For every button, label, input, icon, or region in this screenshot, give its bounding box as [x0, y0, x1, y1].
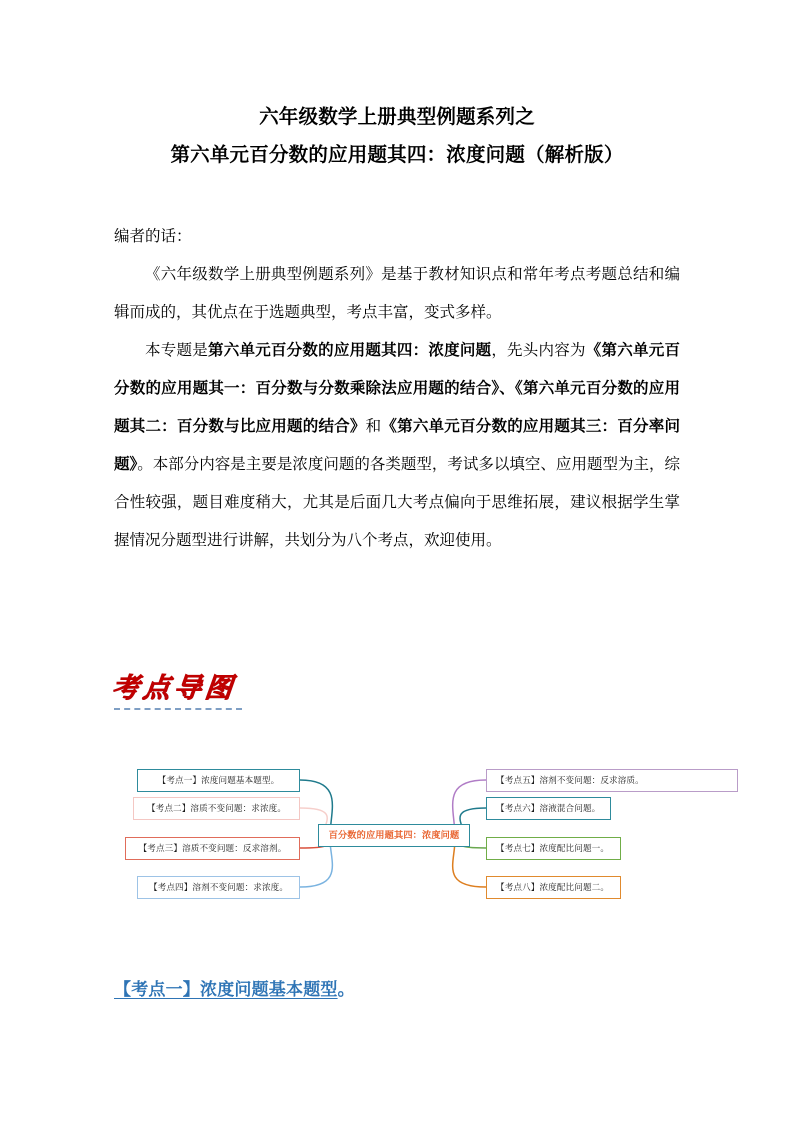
section-heading-bracket: 【考点一】 — [114, 980, 200, 1000]
preface-p2-run-1: 本专题是 — [145, 341, 208, 359]
preface-p2-run-6: 《第六单元百分数的应用题其三：百分率问题》 — [114, 417, 680, 473]
mindmap-node-right-6[interactable] — [486, 797, 611, 820]
preface-p1-text: 《六年级数学上册典型例题系列》是基于教材知识点和常年考点考题总结和编辑而成的，其优点在于选题典型，考点丰富，变式多样。 — [114, 265, 680, 321]
mindmap-node-right-6-label: 【考点六】溶液混合问题。 — [496, 804, 601, 814]
page-title-line-1: 六年级数学上册典型例题系列之 — [259, 105, 535, 128]
mindmap-node-left-3-label: 【考点三】溶质不变问题：反求溶剂。 — [138, 844, 287, 854]
mindmap-node-right-8[interactable] — [486, 876, 621, 899]
mindmap-node-right-7-label: 【考点七】浓度配比问题一。 — [496, 844, 610, 854]
mindmap-node-left-4-label: 【考点四】溶剂不变问题：求浓度。 — [148, 883, 289, 893]
mindmap-node-left-1[interactable] — [137, 769, 300, 792]
preface-label: 编者的话： — [114, 227, 192, 245]
mindmap-node-left-3[interactable] — [125, 837, 300, 860]
mindmap-node-right-5[interactable] — [486, 769, 738, 792]
preface-p2-run-3: ，先头内容为 — [491, 341, 586, 359]
mindmap-diagram — [0, 752, 793, 932]
mindmap-node-left-4[interactable] — [137, 876, 300, 899]
section-heading-kaodian-1 — [114, 975, 355, 1000]
mindmap-node-left-2-label: 【考点二】溶质不变问题：求浓度。 — [146, 804, 287, 814]
preface-block — [114, 217, 680, 559]
mindmap-node-left-2[interactable] — [133, 797, 300, 820]
mindmap-node-right-5-label: 【考点五】溶剂不变问题：反求溶质。 — [496, 776, 644, 786]
preface-p2-run-2: 第六单元百分数的应用题其四：浓度问题 — [207, 341, 492, 359]
mindmap-node-center-label: 百分数的应用题其四：浓度问题 — [328, 830, 460, 841]
page-title-line-2: 第六单元百分数的应用题其四：浓度问题（解析版） — [170, 143, 624, 166]
preface-p2-run-4: 《第六单元百分数的应用题其一：百分数与分数乘除法应用题的结合》、《第六单元百分数的应用题其二：百分数与比应用题的结合》 — [114, 341, 680, 435]
preface-paragraph-2 — [114, 331, 680, 559]
wordart-heading — [112, 672, 352, 720]
preface-p2-run-5: 和 — [365, 417, 382, 435]
preface-paragraph-1 — [114, 255, 680, 331]
wordart-underline — [114, 708, 242, 710]
preface-p2-run-7: 。本部分内容是主要是浓度问题的各类题型，考试多以填空、应用题型为主，综合性较强，题目难度稍大，尤其是后面几大考点偏向于思维拓展，建议根据学生掌握情况分题型进行讲解，共划分为八个考点，欢迎使用。 — [114, 455, 680, 549]
wordart-text: 考点导图 — [110, 673, 238, 704]
document-content — [114, 0, 680, 559]
mindmap-node-left-1-label: 【考点一】浓度问题基本题型。 — [157, 776, 280, 786]
section-heading-punct: 。 — [337, 980, 355, 1000]
mindmap-node-right-7[interactable] — [486, 837, 621, 860]
mindmap-node-center[interactable] — [318, 824, 470, 847]
section-heading-text: 浓度问题基本题型 — [200, 980, 338, 1000]
mindmap-node-right-8-label: 【考点八】浓度配比问题二。 — [496, 883, 610, 893]
